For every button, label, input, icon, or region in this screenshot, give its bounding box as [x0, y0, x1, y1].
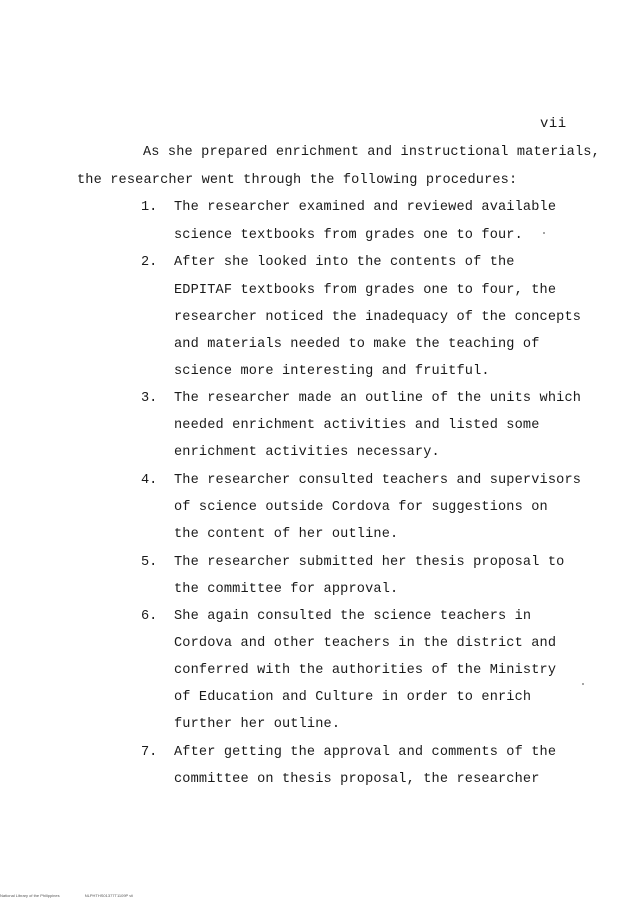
intro-line-1: As she prepared enrichment and instructional materials,	[143, 145, 600, 160]
step-line: After she looked into the contents of the	[174, 255, 515, 270]
step-line: After getting the approval and comments of the	[174, 745, 557, 760]
step-line: The researcher consulted teachers and supervisors	[174, 473, 582, 488]
step-line: of Education and Culture in order to enrich	[174, 690, 532, 705]
step-line: committee on thesis proposal, the researcher	[174, 772, 540, 787]
scan-footer	[0, 893, 157, 898]
step-line: enrichment activities necessary.	[174, 445, 440, 460]
step-number: 3.	[141, 391, 158, 406]
step-line: The researcher examined and reviewed available	[174, 200, 557, 215]
step-line: of science outside Cordova for suggestions on	[174, 500, 548, 515]
step-line: science textbooks from grades one to four.	[174, 228, 523, 243]
scan-speck	[582, 683, 584, 685]
page-number: vii	[540, 116, 567, 132]
step-line: the content of her outline.	[174, 527, 399, 542]
step-line: needed enrichment activities and listed some	[174, 418, 540, 433]
step-number: 5.	[141, 555, 158, 570]
intro-line-2: the researcher went through the following procedures:	[77, 173, 518, 188]
step-line: conferred with the authorities of the Ministry	[174, 663, 557, 678]
step-line: further her outline.	[174, 717, 341, 732]
footer-library: National Library of the Philippines	[0, 893, 60, 898]
step-number: 6.	[141, 609, 158, 624]
step-number: 7.	[141, 745, 158, 760]
step-number: 4.	[141, 473, 158, 488]
footer-code: NLPHTHS01377T1109P vii	[84, 893, 134, 898]
step-number: 2.	[141, 255, 158, 270]
step-line: She again consulted the science teachers in	[174, 609, 532, 624]
step-number: 1.	[141, 200, 158, 215]
step-line: The researcher submitted her thesis proposal to	[174, 555, 565, 570]
step-line: and materials needed to make the teaching of	[174, 337, 540, 352]
step-line: science more interesting and fruitful.	[174, 364, 490, 379]
step-line: the committee for approval.	[174, 582, 399, 597]
step-line: researcher noticed the inadequacy of the concepts	[174, 310, 582, 325]
step-line: EDPITAF textbooks from grades one to four, the	[174, 283, 557, 298]
scan-speck	[543, 232, 545, 234]
step-line: The researcher made an outline of the units which	[174, 391, 582, 406]
step-line: Cordova and other teachers in the district and	[174, 636, 557, 651]
